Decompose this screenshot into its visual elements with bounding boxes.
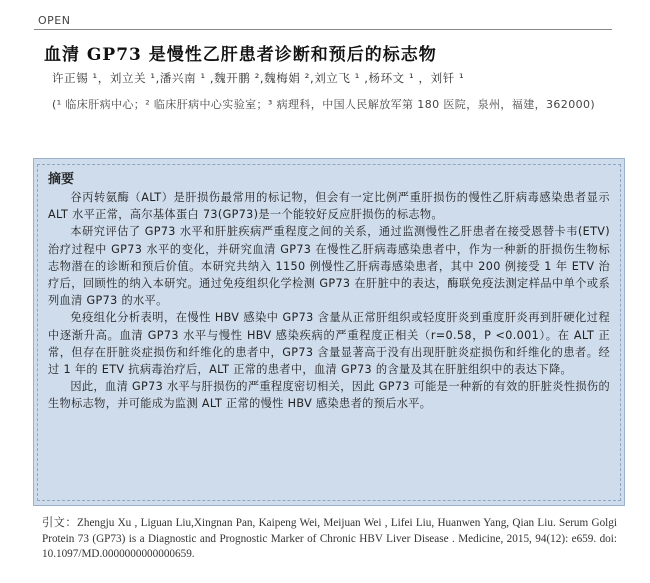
abstract-paragraph-3: 免疫组化分析表明，在慢性 HBV 感染中 GP73 含量从正常肝组织或轻度肝炎到重度肝炎再到肝硬化过程中逐渐升高。血清 GP73 水平与慢性 HBV 感染疾病的严重程度正相关（r=0.58，P <0.001）。在 ALT 正常，但存在肝脏炎症损伤和纤维化的患者中，GP73 含量显著高于没有出现肝脏炎症损伤和纤维化的患者。经过 1 年的 ETV 抗病毒治疗后，ALT 正常的患者中，血清 GP73 的含量及其在肝脏组织中的表达下降。 (48, 311, 610, 377)
abstract-paragraph-1: 谷丙转氨酶（ALT）是肝损伤最常用的标记物，但会有一定比例严重肝损伤的慢性乙肝病毒感染患者显示 ALT 水平正常，高尔基体蛋白 73(GP73)是一个能较好反应肝损伤的标志物。 (48, 191, 610, 222)
open-access-label: OPEN (38, 14, 71, 27)
abstract-paragraph-4: 因此，血清 GP73 水平与肝损伤的严重程度密切相关，因此 GP73 可能是一种新的有效的肝脏炎性损伤的生物标志物，并可能成为监测 ALT 正常的慢性 HBV 感染患者的预后水平。 (48, 380, 610, 411)
abstract-heading: 摘要 (48, 172, 75, 187)
citation: 引文：Zhengju Xu , Liguan Liu,Xingnan Pan, Kaipeng Wei, Meijuan Wei , Lifei Liu, Huanwen Yang, Qian Liu. Serum Golgi Protein 73 (GP73) is a Diagnostic and Prognostic Marker of Chronic HBV Liver Disease . Medicine, 2015, 94(12): e659. doi: 10.1097/MD.0000000000000659. (42, 517, 617, 560)
abstract-box (33, 158, 625, 506)
author-list: 许正锡 ¹，刘立关 ¹,潘兴南 ¹ ,魏开鹏 ²,魏梅娟 ²,刘立飞 ¹ ,杨环文 ¹ ，刘钎 ¹ (52, 71, 465, 85)
abstract-paragraph-2: 本研究评估了 GP73 水平和肝脏疾病严重程度之间的关系，通过监测慢性乙肝患者在接受恩替卡韦(ETV)治疗过程中 GP73 水平的变化，并研究血清 GP73 在慢性乙肝病毒感染患者中，作为一种新的肝损伤生物标志物潜在的诊断和预后价值。本研究共纳入 1150 例慢性乙肝病毒感染患者，其中 200 例接受 1 年 ETV 治疗后，回顾性的纳入本研究。通过免疫组织化学检测 GP73 在肝脏中的表达，酶联免疫法测定样品中单个或系列血清 GP73 的水平。 (48, 225, 610, 308)
header-divider (34, 29, 612, 30)
abstract-body (48, 189, 610, 413)
article-title: 血清 GP73 是慢性乙肝患者诊断和预后的标志物 (44, 45, 437, 65)
affiliations: (¹ 临床肝病中心；² 临床肝病中心实验室；³ 病理科，中国人民解放军第 180 医院，泉州，福建，362000) (52, 98, 596, 111)
